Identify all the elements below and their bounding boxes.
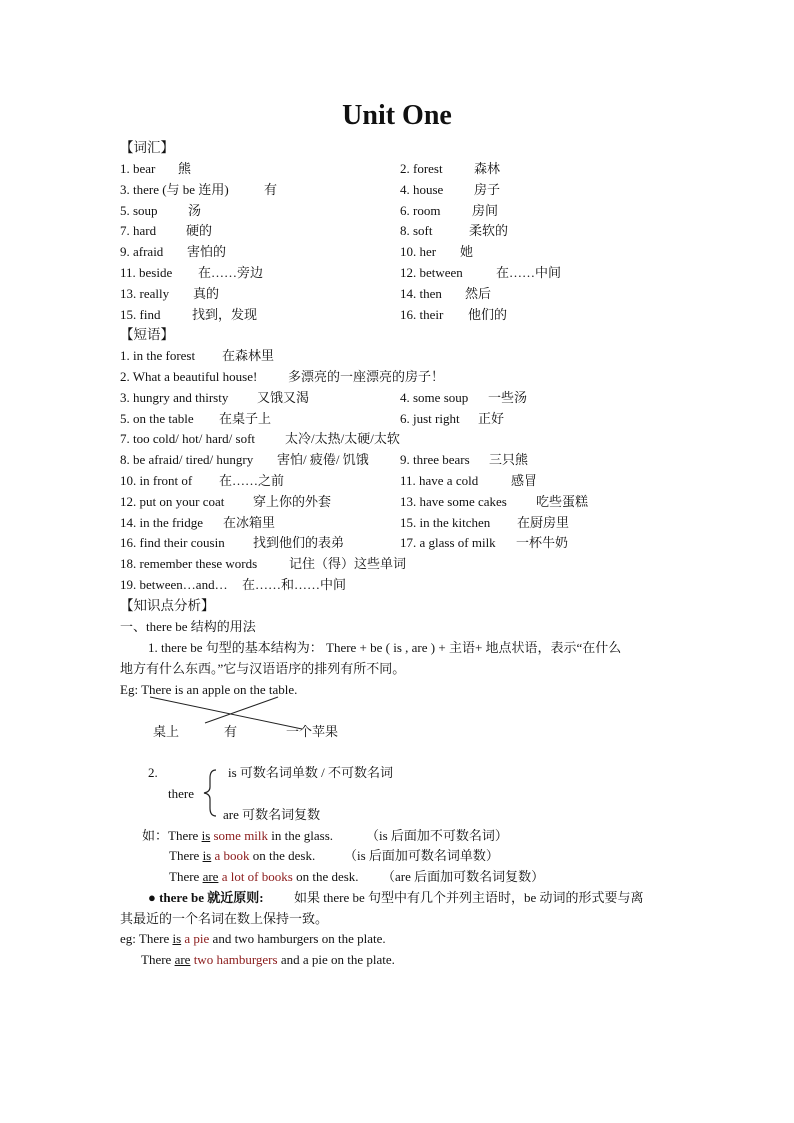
there-word: there [168,786,194,801]
phrase-cn: 在……和……中间 [242,577,347,592]
example-note: （is 后面加可数名词单数） [344,848,499,863]
eg2-prefix: eg: [120,931,136,946]
cn-have-label: 有 [224,724,238,739]
rule-heading: ● there be 就近原则: [148,890,264,905]
paragraph-line: 地方有什么东西。”它与汉语语序的排列有所不同。 [120,661,406,676]
rule-text: 其最近的一个名词在数上保持一致。 [120,911,329,926]
example-row: eg: There is a pie and two hamburgers on the plate. [120,931,386,946]
phrase-en: 3. hungry and thirsty [120,390,229,405]
vocab-cn: 硬的 [186,223,213,238]
phrase-cn: 太冷/太热/太硬/太软 [285,431,400,446]
phrase-en: 12. put on your coat [120,494,225,509]
phrase-en: 8. be afraid/ tired/ hungry [120,452,254,467]
verb-underlined: are [202,869,219,884]
example-note: （are 后面加可数名词复数） [382,869,545,884]
vocab-cn: 熊 [178,161,192,176]
subsection-title: 一、there be 结构的用法 [120,619,256,634]
phrase-en: 4. some soup [400,390,469,405]
phrase-en: 5. on the table [120,411,194,426]
phrase-cn: 多漂亮的一座漂亮的房子！ [288,369,445,384]
phrase-cn: 感冒 [511,473,538,488]
vocab-en: 12. between [400,265,463,280]
paragraph-line: 1. there be 句型的基本结构为： There + be ( is , are ) + 主语+ 地点状语，表示“在什么 [148,640,622,655]
cn-apple-label: 一个苹果 [286,724,339,739]
phrase-en: 14. in the fridge [120,515,204,530]
cn-desk-label: 桌上 [153,724,180,739]
example-note: （is 后面加不可数名词） [366,828,508,843]
vocab-en: 13. really [120,286,170,301]
vocab-en: 14. then [400,286,442,301]
item-number: 2. [148,765,158,780]
eg-text: There is an apple on the table. [141,682,298,697]
vocab-cn: 有 [264,182,278,197]
vocab-cn: 他们的 [468,307,508,322]
vocab-en: 6. room [400,203,441,218]
phrase-cn: 在厨房里 [517,515,570,530]
vocab-cn: 在……中间 [496,265,562,280]
vocab-cn: 害怕的 [187,244,227,259]
vocab-cn: 她 [460,244,474,259]
vocab-en: 15. find [120,307,161,322]
verb-underlined: is [172,931,182,946]
subject-highlight: some milk [213,828,269,843]
phrase-en: 9. three bears [400,452,470,467]
phrase-cn: 一杯牛奶 [516,535,569,550]
vocab-en: 5. soup [120,203,158,218]
example-row: There are a lot of books on the desk. [169,869,359,884]
vocab-en: 11. beside [120,265,173,280]
vocab-cn: 森林 [474,161,501,176]
section-phrases-heading: 【短语】 [120,327,174,342]
phrase-en: 2. What a beautiful house! [120,369,258,384]
phrase-cn: 在森林里 [222,348,275,363]
vocab-en: 16. their [400,307,444,322]
subject-highlight: two hamburgers [193,952,278,967]
vocab-cn: 房子 [474,182,501,197]
are-rule: are 可数名词复数 [223,807,321,822]
example-row: 如：There is some milk in the glass. [142,828,334,843]
verb-underlined: are [174,952,191,967]
brace-icon [198,768,222,818]
is-rule: is 可数名词单数 / 不可数名词 [228,765,394,780]
phrase-cn: 在冰箱里 [223,515,276,530]
phrase-en: 6. just right [400,411,460,426]
phrase-en: 11. have a cold [400,473,479,488]
vocab-en: 8. soft [400,223,433,238]
phrase-cn: 在桌子上 [219,411,272,426]
vocab-cn: 房间 [472,203,499,218]
eg-prefix: Eg: [120,682,139,697]
phrase-en: 17. a glass of milk [400,535,496,550]
phrase-en: 19. between…and… [120,577,228,592]
vocab-cn: 找到，发现 [192,307,258,322]
phrase-cn: 正好 [478,411,505,426]
rule-text: 如果 there be 句型中有几个并列主语时，be 动词的形式要与离 [294,890,644,905]
example-row: There is a book on the desk. [169,848,316,863]
phrase-cn: 找到他们的表弟 [253,535,345,550]
vocab-en: 2. forest [400,161,443,176]
vocab-en: 3. there (与 be 连用) [120,182,229,197]
vocab-cn: 真的 [193,286,220,301]
subject-highlight: a pie [184,931,210,946]
phrase-cn: 在……之前 [219,473,285,488]
vocab-en: 4. house [400,182,444,197]
vocab-cn: 柔软的 [469,223,509,238]
phrase-en: 7. too cold/ hot/ hard/ soft [120,431,256,446]
example-row: There are two hamburgers and a pie on the plate. [141,952,395,967]
section-vocab-heading: 【词汇】 [120,140,174,155]
section-knowledge-heading: 【知识点分析】 [120,598,215,613]
subject-highlight: a book [214,848,250,863]
phrase-en: 1. in the forest [120,348,196,363]
phrase-cn: 又饿又渴 [257,390,310,405]
vocab-en: 9. afraid [120,244,164,259]
phrase-en: 13. have some cakes [400,494,507,509]
subject-highlight: a lot of books [221,869,293,884]
phrase-en: 15. in the kitchen [400,515,491,530]
phrase-cn: 害怕/ 疲倦/ 饥饿 [277,452,369,467]
ex-prefix: 如： [142,828,169,843]
vocab-en: 7. hard [120,223,157,238]
crossing-line [205,697,278,723]
phrase-en: 18. remember these words [120,556,258,571]
vocab-cn: 汤 [188,203,202,218]
phrase-cn: 三只熊 [489,452,529,467]
vocab-en: 10. her [400,244,437,259]
phrase-cn: 穿上你的外套 [253,494,332,509]
vocab-en: 1. bear [120,161,156,176]
page-title: Unit One [342,100,452,131]
phrase-cn: 一些汤 [488,390,528,405]
verb-underlined: is [201,828,211,843]
phrase-cn: 吃些蛋糕 [536,494,589,509]
phrase-cn: 记住（得）这些单词 [289,556,407,571]
verb-underlined: is [202,848,212,863]
vocab-cn: 然后 [465,286,492,301]
phrase-en: 10. in front of [120,473,193,488]
vocab-cn: 在……旁边 [198,265,264,280]
phrase-en: 16. find their cousin [120,535,225,550]
